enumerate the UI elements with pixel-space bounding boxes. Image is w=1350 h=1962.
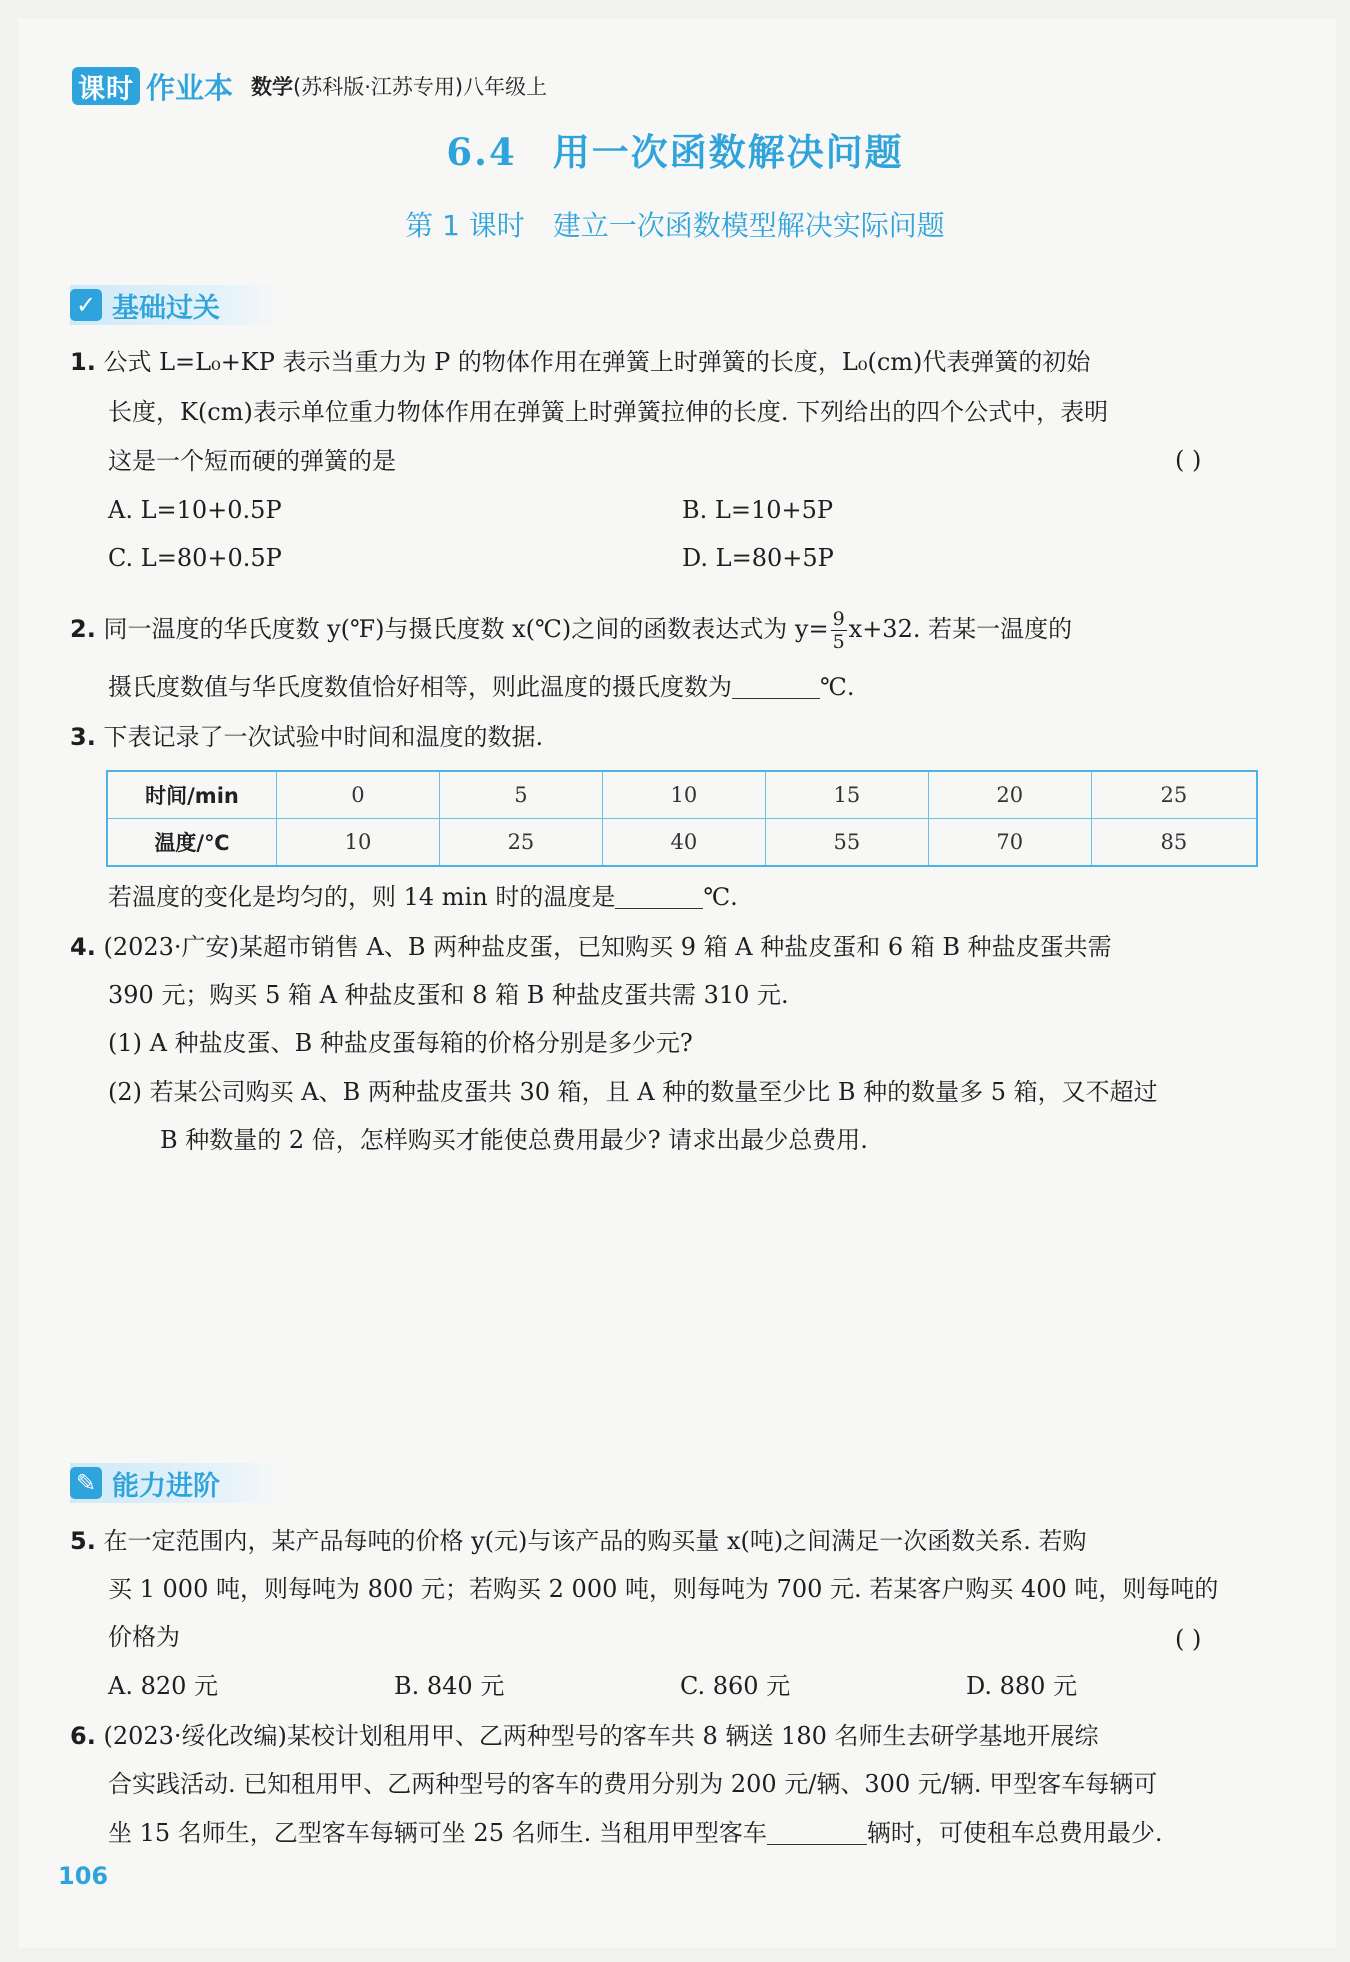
table-header-temperature: 温度/℃: [107, 819, 277, 867]
q3-answer-blank[interactable]: [615, 884, 703, 909]
q1-text1: 公式 L=L₀+KP 表示当重力为 P 的物体作用在弹簧上时弹簧的长度，L₀(cm)代表弹簧的初始: [103, 348, 1091, 376]
q5-line3: 价格为: [108, 1623, 180, 1651]
section-number: 6.4: [446, 130, 517, 174]
q6-text3b: 辆时，可使租车总费用最少.: [866, 1819, 1163, 1847]
q4-line1: [70, 932, 1112, 962]
subject-edition: (苏科版·江苏专用)八年级上: [293, 75, 548, 99]
q1-line1: [70, 347, 1090, 377]
q2-text2a: 摄氏度数值与华氏度数值恰好相等，则此温度的摄氏度数为: [108, 673, 732, 701]
q1-number: 1.: [70, 348, 96, 376]
q1-answer-paren: ( ): [1175, 446, 1202, 474]
lesson-title: [0, 204, 1350, 244]
q6-answer-blank[interactable]: [767, 1820, 867, 1845]
fraction-9-5: [831, 608, 847, 653]
q1-line3: 这是一个短而硬的弹簧的是: [108, 447, 396, 475]
section-title: [0, 122, 1350, 176]
q2-line2: [108, 672, 854, 702]
table-cell: 10: [602, 771, 765, 819]
table-cell: 20: [928, 771, 1091, 819]
q5-text1: 在一定范围内，某产品每吨的价格 y(元)与该产品的购买量 x(吨)之间满足一次函数关系. 若购: [103, 1527, 1087, 1555]
q2-line1: [70, 608, 1072, 653]
lesson-name: 建立一次函数模型解决实际问题: [552, 209, 945, 242]
q6-line1: [70, 1721, 1099, 1751]
q6-text3a: 坐 15 名师生，乙型客车每辆可坐 25 名师生. 当租用甲型客车: [108, 1819, 767, 1847]
tag-advanced-label: 能力进阶: [112, 1470, 220, 1502]
q1-option-d: D. L=80+5P: [682, 544, 834, 572]
table-cell: 40: [602, 819, 765, 867]
q3-number: 3.: [70, 723, 96, 751]
header: [72, 64, 547, 108]
frac-denominator: 5: [832, 631, 845, 653]
q3-line1: [70, 722, 543, 752]
q5-option-d: D. 880 元: [966, 1672, 1078, 1700]
q6-number: 6.: [70, 1722, 96, 1750]
q4-line2: 390 元；购买 5 箱 A 种盐皮蛋和 8 箱 B 种盐皮蛋共需 310 元.: [108, 981, 789, 1009]
q6-line3: [108, 1818, 1163, 1848]
table-cell: 70: [928, 819, 1091, 867]
q3-after-text-a: 若温度的变化是均匀的，则 14 min 时的温度是: [108, 883, 616, 911]
page-number: 106: [58, 1862, 109, 1890]
pencil-edit-icon: ✎: [70, 1467, 102, 1499]
subject-bold: 数学: [251, 75, 294, 99]
tag-basic: [70, 285, 280, 325]
table-cell: 85: [1091, 819, 1257, 867]
q6-line2: 合实践活动. 已知租用甲、乙两种型号的客车的费用分别为 200 元/辆、300 元/辆. 甲型客车每辆可: [108, 1770, 1158, 1798]
q5-number: 5.: [70, 1527, 96, 1555]
q2-text1b: x+32. 若某一温度的: [848, 615, 1073, 643]
q2-number: 2.: [70, 615, 96, 643]
q4-text1: (2023·广安)某超市销售 A、B 两种盐皮蛋，已知购买 9 箱 A 种盐皮蛋和 6 箱 B 种盐皮蛋共需: [103, 933, 1112, 961]
q5-option-c: C. 860 元: [680, 1672, 791, 1700]
q5-option-b: B. 840 元: [394, 1672, 505, 1700]
q4-sub2-line2: B 种数量的 2 倍，怎样购买才能使总费用最少? 请求出最少总费用.: [160, 1126, 868, 1154]
time-temperature-table: [106, 770, 1258, 867]
tag-advanced: [70, 1463, 280, 1503]
q3-after: [108, 882, 738, 912]
q4-sub2-line1: (2) 若某公司购买 A、B 两种盐皮蛋共 30 箱，且 A 种的数量至少比 B 种的数量多 5 箱，又不超过: [108, 1078, 1158, 1106]
table-row: [107, 771, 1257, 819]
table-cell: 5: [439, 771, 602, 819]
table-cell: 25: [1091, 771, 1257, 819]
lesson-number: 第 1 课时: [405, 209, 525, 242]
table-cell: 25: [439, 819, 602, 867]
q1-option-c: C. L=80+0.5P: [108, 544, 282, 572]
q6-text1: (2023·绥化改编)某校计划租用甲、乙两种型号的客车共 8 辆送 180 名师生去研学基地开展综: [103, 1722, 1099, 1750]
q5-line2: 买 1 000 吨，则每吨为 800 元；若购买 2 000 吨，则每吨为 700 元. 若某客户购买 400 吨，则每吨的: [108, 1575, 1219, 1603]
q5-line1: [70, 1526, 1087, 1556]
table-header-time: 时间/min: [107, 771, 277, 819]
frac-numerator: 9: [832, 608, 845, 630]
tag-basic-label: 基础过关: [112, 292, 220, 324]
q5-answer-paren: ( ): [1175, 1625, 1202, 1653]
q5-option-a: A. 820 元: [108, 1672, 219, 1700]
table-cell: 0: [277, 771, 440, 819]
logo-text: 作业本: [146, 70, 234, 105]
q3-text1: 下表记录了一次试验中时间和温度的数据.: [103, 723, 544, 751]
q1-line2: 长度，K(cm)表示单位重力物体作用在弹簧上时弹簧拉伸的长度. 下列给出的四个公式中，表明: [108, 398, 1109, 426]
checkbox-icon: ✓: [70, 289, 102, 321]
q4-sub1: (1) A 种盐皮蛋、B 种盐皮蛋每箱的价格分别是多少元?: [108, 1029, 693, 1057]
q3-after-text-b: ℃.: [703, 883, 738, 911]
q2-answer-blank[interactable]: [732, 674, 820, 699]
logo-badge: 课时: [72, 67, 140, 105]
table-cell: 10: [277, 819, 440, 867]
q2-text1a: 同一温度的华氏度数 y(℉)与摄氏度数 x(℃)之间的函数表达式为 y=: [103, 615, 829, 643]
q2-text2b: ℃.: [820, 673, 855, 701]
q1-option-a: A. L=10+0.5P: [108, 496, 282, 524]
q1-option-b: B. L=10+5P: [682, 496, 834, 524]
table-cell: 55: [765, 819, 928, 867]
table-row: [107, 819, 1257, 867]
q4-number: 4.: [70, 933, 96, 961]
section-name: 用一次函数解决问题: [552, 130, 904, 174]
table-cell: 15: [765, 771, 928, 819]
subject-label: [251, 71, 547, 101]
